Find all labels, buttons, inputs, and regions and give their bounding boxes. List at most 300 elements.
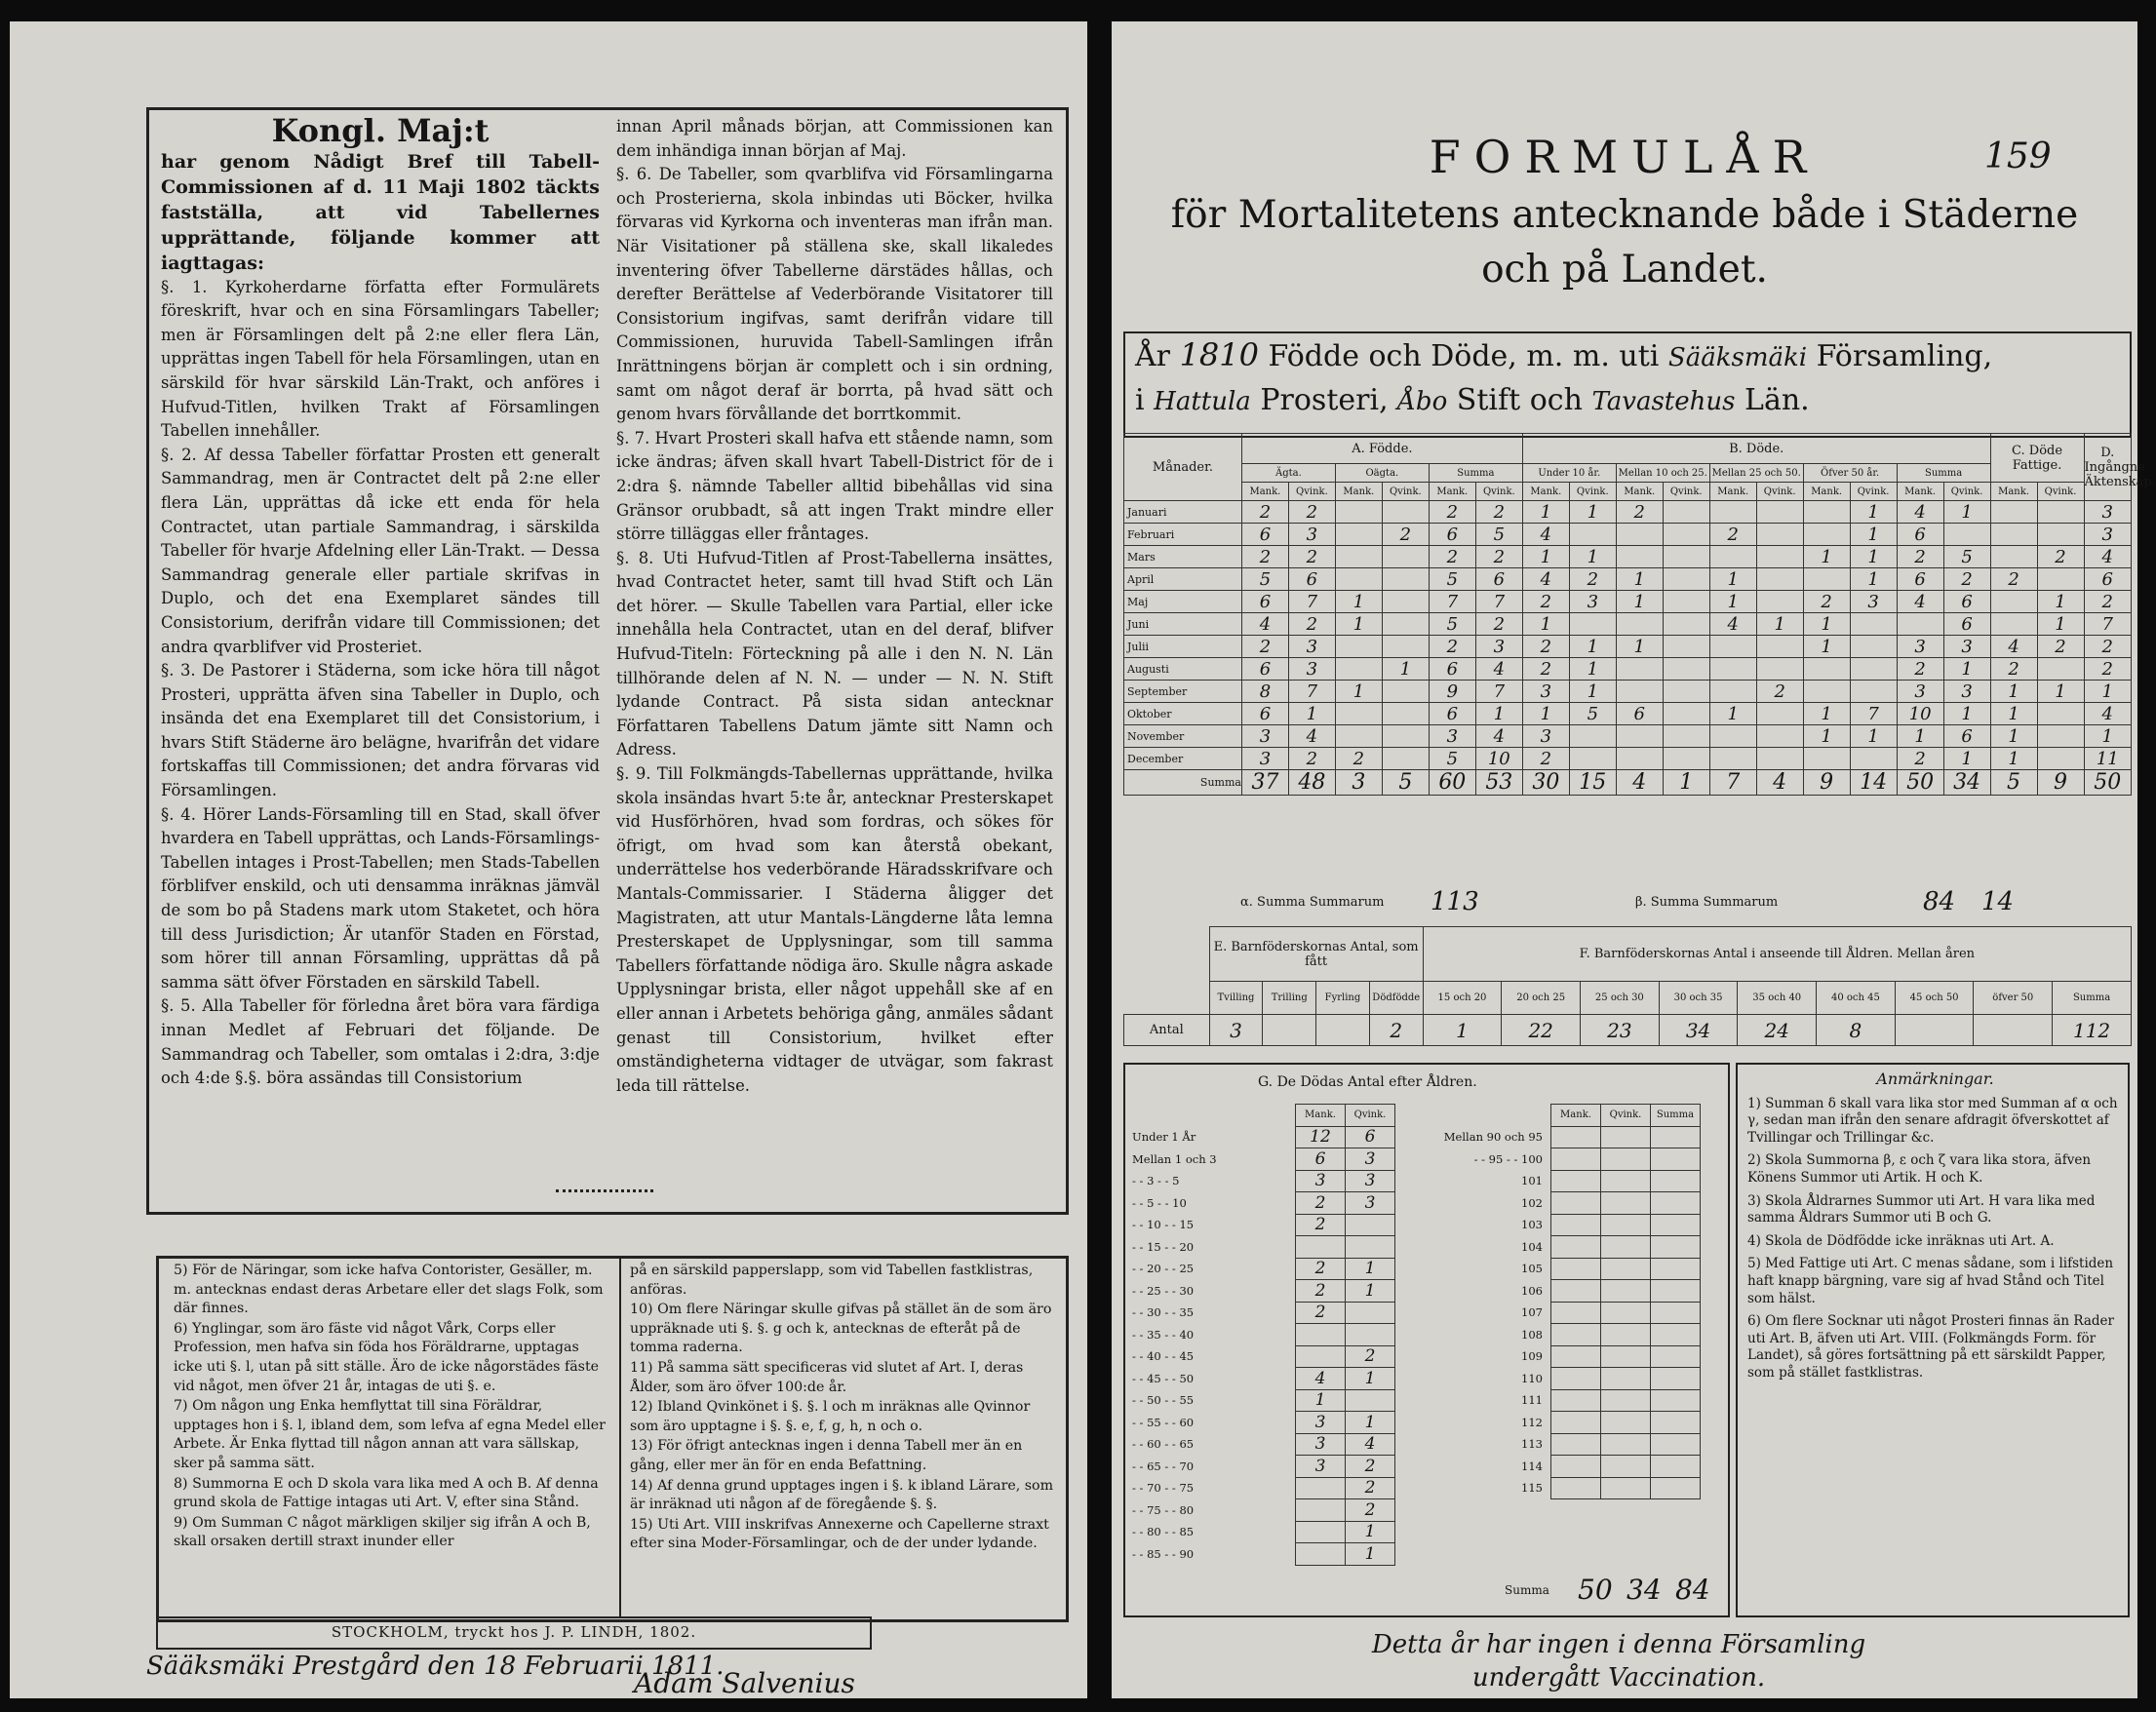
age-row	[1129, 1412, 1395, 1434]
count-cell: 1	[1850, 501, 1897, 524]
men-col-header: Mank.	[1522, 483, 1569, 501]
sum-cell: 14	[1850, 770, 1897, 796]
year-handwritten: 1810	[1179, 336, 1259, 373]
age-label-header	[1129, 1105, 1296, 1127]
count-cell: 3	[1429, 725, 1475, 748]
men-col-header: Mank.	[1429, 483, 1475, 501]
count-cell: 6	[1897, 568, 1943, 591]
count-cell: 2	[1429, 636, 1475, 658]
age-label: Mellan 90 och 95	[1443, 1130, 1543, 1145]
count-cell	[1990, 591, 2037, 613]
count-cell	[1382, 591, 1429, 613]
f-value-cell	[1895, 1015, 1974, 1046]
age-row	[1129, 1214, 1395, 1236]
age-row	[1129, 1456, 1395, 1478]
g-women-cell: 1	[1346, 1412, 1395, 1434]
form-header-box	[1123, 331, 2132, 438]
g-men-cell	[1551, 1214, 1601, 1236]
age-row	[1129, 1368, 1395, 1390]
deaths-under-10-header: Under 10 år.	[1522, 464, 1616, 483]
g-men-cell	[1551, 1126, 1601, 1148]
count-cell: 4	[1288, 725, 1335, 748]
g-men-cell	[1551, 1345, 1601, 1368]
g-men-cell	[1296, 1499, 1346, 1522]
g-women-cell	[1601, 1126, 1651, 1148]
g-summa-cell	[1651, 1236, 1701, 1259]
notes-divider	[619, 1256, 621, 1616]
count-cell	[1663, 524, 1709, 546]
month-label: November	[1124, 725, 1242, 748]
count-cell: 4	[1897, 591, 1943, 613]
count-cell: 6	[1241, 658, 1288, 681]
g-women-cell	[1601, 1456, 1651, 1478]
count-cell: 3	[1288, 636, 1335, 658]
g-men-cell: 2	[1296, 1192, 1346, 1215]
count-cell: 5	[1429, 748, 1475, 770]
sum-cell: 50	[1897, 770, 1943, 796]
age-label: 108	[1521, 1327, 1543, 1342]
count-cell	[1990, 546, 2037, 568]
count-cell: 5	[1429, 568, 1475, 591]
count-cell: 3	[1288, 524, 1335, 546]
count-cell: 6	[1241, 591, 1288, 613]
age-row	[1424, 1368, 1701, 1390]
count-cell: 1	[1803, 636, 1850, 658]
count-cell	[1335, 658, 1382, 681]
count-cell: 5	[1429, 613, 1475, 636]
f-header: F. Barnföderskornas Antal i anseende till Åldren. Mellan åren	[1423, 927, 2131, 982]
count-cell	[1709, 681, 1756, 703]
g-men-cell	[1296, 1521, 1346, 1543]
count-cell	[1335, 725, 1382, 748]
count-cell	[1990, 501, 2037, 524]
count-cell	[1709, 658, 1756, 681]
g-men-cell	[1551, 1368, 1601, 1390]
diocese-handwritten: Åbo	[1397, 387, 1448, 416]
count-cell: 6	[1241, 524, 1288, 546]
count-cell	[1850, 658, 1897, 681]
count-cell: 4	[1475, 725, 1522, 748]
parish-handwritten: Sääksmäki	[1667, 343, 1808, 372]
month-row	[1124, 636, 2132, 658]
age-label: - - 20 - - 25	[1132, 1262, 1195, 1276]
count-cell: 2	[1522, 636, 1569, 658]
g-women-cell: 3	[1346, 1192, 1395, 1215]
age-label: - - 60 - - 65	[1132, 1437, 1195, 1452]
men-col-header: Mank.	[1803, 483, 1850, 501]
count-cell: 1	[1616, 591, 1663, 613]
g-summa-total: 84	[1675, 1574, 1710, 1606]
women-col-header: Qvink.	[1288, 483, 1335, 501]
count-cell	[1616, 524, 1663, 546]
count-cell: 2	[2084, 591, 2131, 613]
age-row	[1129, 1433, 1395, 1456]
count-cell: 2	[1475, 501, 1522, 524]
count-cell: 4	[1897, 501, 1943, 524]
count-cell: 7	[2084, 613, 2131, 636]
count-cell: 2	[1897, 658, 1943, 681]
count-cell: 7	[1850, 703, 1897, 725]
count-cell: 4	[1241, 613, 1288, 636]
paragraph-5: §. 5. Alla Tabeller för förledna året böra vara färdiga innan Medlet af Februari det följande. De Sammandrag och Tabeller, som omtalas i 2:dra, 3:dje och 4:de §.§. böra assändas till Consistorium	[161, 996, 600, 1088]
count-cell	[1709, 636, 1756, 658]
remark-5: 5) Med Fattige uti Art. C menas sådane, som i lifstiden haft knapp bärgning, vare sig af hvad Stånd och Titel som hälst.	[1747, 1256, 2114, 1306]
count-cell: 3	[1943, 681, 1990, 703]
count-cell: 2	[2084, 658, 2131, 681]
remark-3: 3) Skola Åldrarnes Summor uti Art. H vara lika med samma Åldrars Summor uti B och G.	[1747, 1192, 2096, 1226]
count-cell: 2	[2084, 636, 2131, 658]
g-women-cell: 6	[1346, 1126, 1395, 1148]
age-row	[1424, 1258, 1701, 1280]
f-col-header: 15 och 20	[1423, 982, 1502, 1015]
count-cell	[1616, 658, 1663, 681]
count-cell	[1663, 658, 1709, 681]
count-cell	[1756, 658, 1803, 681]
count-cell	[1663, 681, 1709, 703]
count-cell	[1803, 568, 1850, 591]
count-cell: 3	[1897, 681, 1943, 703]
g-men-cell: 2	[1296, 1258, 1346, 1280]
age-row	[1424, 1433, 1701, 1456]
g-women-cell: 1	[1346, 1258, 1395, 1280]
count-cell	[1616, 725, 1663, 748]
g-summa-men: 50	[1578, 1574, 1613, 1606]
count-cell	[1709, 748, 1756, 770]
sum-cell: 53	[1475, 770, 1522, 796]
age-row	[1129, 1345, 1395, 1368]
paragraph-7: §. 7. Hvart Prosteri skall hafva ett stående namn, som icke ändras; äfven skall hvart Tabell-District för de i 2:dra §. nämnde Tabeller alltid bibehållas vid sina Gränsor orubbadt, så att ingen Trakt mindre eller större tilläggas eller fråntages.	[616, 428, 1053, 544]
month-label: September	[1124, 681, 1242, 703]
sum-cell: 1	[1663, 770, 1709, 796]
count-cell	[1569, 613, 1616, 636]
ss-beta-label: β. Summa Summarum	[1635, 895, 1779, 910]
age-row	[1129, 1324, 1395, 1346]
age-label: 112	[1521, 1415, 1543, 1429]
count-cell	[1382, 546, 1429, 568]
paragraph-9: §. 9. Till Folkmängds-Tabellernas upprättande, hvilka skola insändas hvart 5:te år, antecknar Presterskapet vid Husförhören, hvad som fordras, och sökes för öfrigt, om hvad som kan återstå obekant, underrättelse hos vederbörande Häradsskrifvare och Mantals-Commissarier. I Städerna åligger det Magistraten, att utur Mantals-Längderne låta lemna Presterskapet de Upplysningar, som till samma Tabellers författande nödiga äro. Skulle några askade Upplysningar brista, eller något uppehåll ske af en eller annan i Arbetets behöriga gång, anmäles sådant genast till Consistorium, hvilket efter omständigheterna vidtager de utvägar, som fakrast leda till rättelse.	[616, 764, 1053, 1095]
deaths-by-age-table-right	[1424, 1104, 1701, 1499]
men-col-header: Mank.	[1897, 483, 1943, 501]
month-row	[1124, 613, 2132, 636]
count-cell	[1382, 636, 1429, 658]
g-women-cell	[1601, 1236, 1651, 1259]
month-row	[1124, 524, 2132, 546]
age-row	[1424, 1148, 1701, 1171]
note-14: 14) Af denna grund upptages ingen i §. k ibland Lärare, som är inräknad uti någon af de föregående §. §.	[630, 1477, 1054, 1513]
count-cell: 1	[1522, 501, 1569, 524]
age-label: Under 1 År	[1132, 1130, 1196, 1145]
count-cell	[1803, 658, 1850, 681]
age-label: - - 15 - - 20	[1132, 1239, 1195, 1254]
count-cell: 1	[1475, 703, 1522, 725]
age-row	[1129, 1521, 1395, 1543]
ss-beta-value: 84	[1923, 887, 1956, 916]
age-label: - - 5 - - 10	[1132, 1195, 1187, 1210]
g-women-cell	[1601, 1389, 1651, 1412]
count-cell: 2	[1288, 501, 1335, 524]
age-row	[1129, 1280, 1395, 1303]
count-cell	[2037, 725, 2084, 748]
paragraph-4: §. 4. Hörer Lands-Församling till en Stad, skall öfver hvardera en Tabell upprättas, och Lands-Församlings-Tabellen intages i Prost-Tabellen; men Stads-Tabellen förblifver enskild, och uti densamma inräknas jämväl de som bo på Stadens mark utom Staketet, och höra till dess Jurisdiction; Är utanför Staden en Förstad, som hörer till annan Församling, upprättas då på samma sätt öfver Förstaden en särskild Tabell.	[161, 804, 600, 992]
women-col-header: Qvink.	[1569, 483, 1616, 501]
g-women-cell	[1346, 1389, 1395, 1412]
month-label: Mars	[1124, 546, 1242, 568]
age-row	[1129, 1192, 1395, 1215]
count-cell: 2	[1288, 546, 1335, 568]
count-cell	[1709, 501, 1756, 524]
age-label: - - 40 - - 45	[1132, 1349, 1195, 1364]
count-cell	[1850, 748, 1897, 770]
count-cell: 1	[1850, 546, 1897, 568]
age-label: - - 50 - - 55	[1132, 1393, 1195, 1408]
count-cell: 1	[1803, 703, 1850, 725]
count-cell	[1803, 681, 1850, 703]
count-cell	[1335, 546, 1382, 568]
count-cell: 1	[1990, 703, 2037, 725]
age-label: 104	[1521, 1239, 1543, 1254]
f-value-cell: 112	[2053, 1015, 2132, 1046]
count-cell: 1	[1522, 546, 1569, 568]
f-value-cell: 34	[1659, 1015, 1738, 1046]
count-cell: 1	[1803, 613, 1850, 636]
e-value-cell: 3	[1209, 1015, 1263, 1046]
age-label-header	[1424, 1105, 1551, 1127]
deaths-sum-header: Summa	[1897, 464, 1990, 483]
count-cell	[1663, 591, 1709, 613]
age-label: - - 10 - - 15	[1132, 1218, 1195, 1232]
count-cell: 6	[1475, 568, 1522, 591]
g-summa-cell	[1651, 1345, 1701, 1368]
age-label: - - 25 - - 30	[1132, 1283, 1195, 1298]
g-summa-cell	[1651, 1324, 1701, 1346]
note-7: 7) Om någon ung Enka hemflyttat till sina Föräldrar, upptages hon i §. l, ibland dem, som lefva af egna Medel eller Arbete. Är Enka flyttad till någon annan att vara sällskap, sker på samma sätt.	[174, 1398, 606, 1471]
count-cell: 1	[1616, 636, 1663, 658]
g-summa-cell	[1651, 1192, 1701, 1215]
note-15: 15) Uti Art. VIII inskrifvas Annexerne och Capellerne straxt efter sina Moder-Församlingar, och de der under lydande.	[630, 1516, 1049, 1552]
count-cell: 4	[1522, 568, 1569, 591]
note-9: 9) Om Summan C något märkligen skiljer sig ifrån A och B, skall orsaken dertill straxt inunder eller	[174, 1514, 591, 1550]
count-cell: 2	[1241, 501, 1288, 524]
count-cell	[1616, 546, 1663, 568]
sum-cell: 3	[1335, 770, 1382, 796]
count-cell: 2	[1288, 613, 1335, 636]
age-label: - - 45 - - 50	[1132, 1371, 1195, 1385]
count-cell: 5	[1241, 568, 1288, 591]
g-summa-cell	[1651, 1170, 1701, 1192]
f-value-cell: 22	[1502, 1015, 1581, 1046]
count-cell	[1663, 568, 1709, 591]
count-cell	[1756, 501, 1803, 524]
age-label: Mellan 1 och 3	[1132, 1151, 1217, 1166]
count-cell: 1	[1709, 591, 1756, 613]
g-men-cell	[1551, 1148, 1601, 1171]
g-men-header: Mank.	[1296, 1105, 1346, 1127]
age-row	[1424, 1302, 1701, 1324]
count-cell: 5	[1943, 546, 1990, 568]
age-label: - - 3 - - 5	[1132, 1174, 1180, 1188]
e-value-cell	[1316, 1015, 1370, 1046]
count-cell: 2	[1990, 658, 2037, 681]
age-label: 115	[1521, 1481, 1543, 1496]
ornament-divider	[556, 1189, 653, 1198]
form-subtitle-1: för Mortalitetens antecknande både i Städerne	[1170, 193, 2079, 237]
month-label: April	[1124, 568, 1242, 591]
left-page	[10, 21, 1087, 1698]
count-cell	[2037, 703, 2084, 725]
count-cell	[1663, 703, 1709, 725]
count-cell: 3	[1897, 636, 1943, 658]
g-women-cell	[1346, 1214, 1395, 1236]
count-cell: 1	[2037, 681, 2084, 703]
g-women-cell	[1601, 1368, 1651, 1390]
g-men-cell	[1296, 1345, 1346, 1368]
count-cell: 1	[1335, 613, 1382, 636]
count-cell	[1756, 546, 1803, 568]
count-cell: 7	[1288, 681, 1335, 703]
count-cell: 1	[1709, 568, 1756, 591]
g-men-cell: 3	[1296, 1412, 1346, 1434]
remarks	[1747, 1070, 2123, 1388]
count-cell: 3	[2084, 501, 2131, 524]
count-cell: 1	[2084, 725, 2131, 748]
g-men-cell: 6	[1296, 1148, 1346, 1171]
births-sum-header: Summa	[1429, 464, 1522, 483]
deaths-over-50-header: Öfver 50 år.	[1803, 464, 1897, 483]
month-label: Julii	[1124, 636, 1242, 658]
count-cell: 2	[1616, 501, 1663, 524]
count-cell	[1569, 748, 1616, 770]
count-cell: 6	[1943, 613, 1990, 636]
age-row	[1129, 1477, 1395, 1499]
sum-cell: 50	[2084, 770, 2131, 796]
count-cell	[1616, 613, 1663, 636]
count-cell	[1663, 546, 1709, 568]
age-row	[1424, 1345, 1701, 1368]
g-women-cell: 2	[1346, 1456, 1395, 1478]
f-value-cell: 23	[1581, 1015, 1660, 1046]
age-label: - - 70 - - 75	[1132, 1481, 1195, 1496]
count-cell: 8	[1241, 681, 1288, 703]
deaths-25-50-header: Mellan 25 och 50.	[1709, 464, 1803, 483]
count-cell: 1	[1850, 725, 1897, 748]
g-summa-cell	[1651, 1148, 1701, 1171]
ss-alpha-label: α. Summa Summarum	[1240, 895, 1385, 910]
f-col-header: öfver 50	[1974, 982, 2053, 1015]
count-cell: 2	[1475, 546, 1522, 568]
g-men-cell: 1	[1296, 1389, 1346, 1412]
count-cell: 7	[1475, 591, 1522, 613]
age-row	[1424, 1236, 1701, 1259]
ordinance-heading: Kongl. Maj:t	[271, 112, 490, 149]
count-cell	[2037, 501, 2084, 524]
g-women-cell	[1346, 1324, 1395, 1346]
e-value-cell: 2	[1369, 1015, 1423, 1046]
count-cell: 2	[1990, 568, 2037, 591]
count-cell: 3	[1241, 748, 1288, 770]
count-cell	[1569, 725, 1616, 748]
count-cell: 3	[1850, 591, 1897, 613]
f-value-cell: 1	[1423, 1015, 1502, 1046]
ss-poor-value: 14	[1981, 887, 2015, 916]
sum-row	[1124, 770, 2132, 796]
e-value-cell	[1263, 1015, 1316, 1046]
count-cell	[1803, 501, 1850, 524]
count-cell: 1	[1569, 546, 1616, 568]
remarks-heading: Anmärkningar.	[1876, 1070, 1994, 1088]
f-col-header: 45 och 50	[1895, 982, 1974, 1015]
month-row	[1124, 568, 2132, 591]
count-cell: 3	[1569, 591, 1616, 613]
age-row	[1424, 1214, 1701, 1236]
men-col-header: Mank.	[1241, 483, 1288, 501]
count-cell	[1850, 613, 1897, 636]
g-women-cell: 3	[1346, 1170, 1395, 1192]
count-cell: 2	[2037, 636, 2084, 658]
e-col-header: Tvilling	[1209, 982, 1263, 1015]
poor-deaths-header: C. Döde Fattige.	[1990, 434, 2084, 483]
count-cell: 6	[1429, 703, 1475, 725]
month-row	[1124, 546, 2132, 568]
count-cell	[2037, 568, 2084, 591]
age-row	[1424, 1280, 1701, 1303]
count-cell: 2	[1288, 748, 1335, 770]
age-row	[1129, 1148, 1395, 1171]
women-col-header: Qvink.	[2037, 483, 2084, 501]
women-col-header: Qvink.	[1475, 483, 1522, 501]
deanery-handwritten: Hattula	[1154, 387, 1251, 416]
count-cell: 6	[1897, 524, 1943, 546]
ordinance-column-2	[616, 115, 1053, 1098]
age-label: - - 30 - - 35	[1132, 1305, 1195, 1320]
count-cell	[1990, 524, 2037, 546]
age-row	[1424, 1324, 1701, 1346]
age-label: 114	[1521, 1459, 1543, 1473]
count-cell: 4	[2084, 703, 2131, 725]
g-women-cell: 1	[1346, 1521, 1395, 1543]
count-cell: 6	[1429, 524, 1475, 546]
note-10: 10) Om flere Näringar skulle gifvas på stället än de som äro uppräknade uti §. §. g och k, antecknas de efteråt på de tomma raderna.	[630, 1302, 1052, 1356]
g-women-cell: 4	[1346, 1433, 1395, 1456]
g-women-cell	[1601, 1345, 1651, 1368]
count-cell	[1382, 703, 1429, 725]
note-6: 6) Ynglingar, som äro fäste vid något Vårk, Corps eller Profession, men hafva sin föda hos Föräldrarne, upptagas icke uti §. l, utan på sitt ställe. Äro de icke någorstädes fäste vid något, men öfver 21 år, intagas de uti §. e.	[174, 1320, 600, 1394]
month-row	[1124, 681, 2132, 703]
count-cell	[1803, 524, 1850, 546]
count-cell	[2037, 524, 2084, 546]
age-label: 102	[1521, 1195, 1543, 1210]
g-summa-header: Summa	[1651, 1105, 1701, 1127]
sum-cell: 34	[1943, 770, 1990, 796]
count-cell: 3	[1475, 636, 1522, 658]
g-men-cell	[1551, 1258, 1601, 1280]
month-row	[1124, 748, 2132, 770]
count-cell	[1335, 501, 1382, 524]
note-13: 13) För öfrigt antecknas ingen i denna Tabell mer än en gång, eller mer än för en enda Befattning.	[630, 1438, 1023, 1473]
count-cell: 3	[1522, 681, 1569, 703]
f-col-header: Summa	[2053, 982, 2132, 1015]
count-cell: 1	[2037, 591, 2084, 613]
age-label: - - 65 - - 70	[1132, 1459, 1195, 1473]
count-cell: 2	[1897, 748, 1943, 770]
month-row	[1124, 703, 2132, 725]
count-cell	[1569, 524, 1616, 546]
count-cell: 1	[1288, 703, 1335, 725]
deaths-10-25-header: Mellan 10 och 25.	[1616, 464, 1709, 483]
month-label: Oktober	[1124, 703, 1242, 725]
paragraph-1: §. 1. Kyrkoherdarne författa efter Formulärets föreskrift, hvar och en sina Församlingars Tabeller; men är Församlingen delt på 2:ne eller flera Län, upprättas ingen Tabell för hela Församlingen, utan en särskild för hvar särskild Län-Trakt, och anföres i Hufvud-Titlen, hvilken Trakt af Församlingen Tabellen innehåller.	[161, 277, 600, 441]
age-label: - - 75 - - 80	[1132, 1502, 1195, 1517]
count-cell: 1	[1943, 748, 1990, 770]
